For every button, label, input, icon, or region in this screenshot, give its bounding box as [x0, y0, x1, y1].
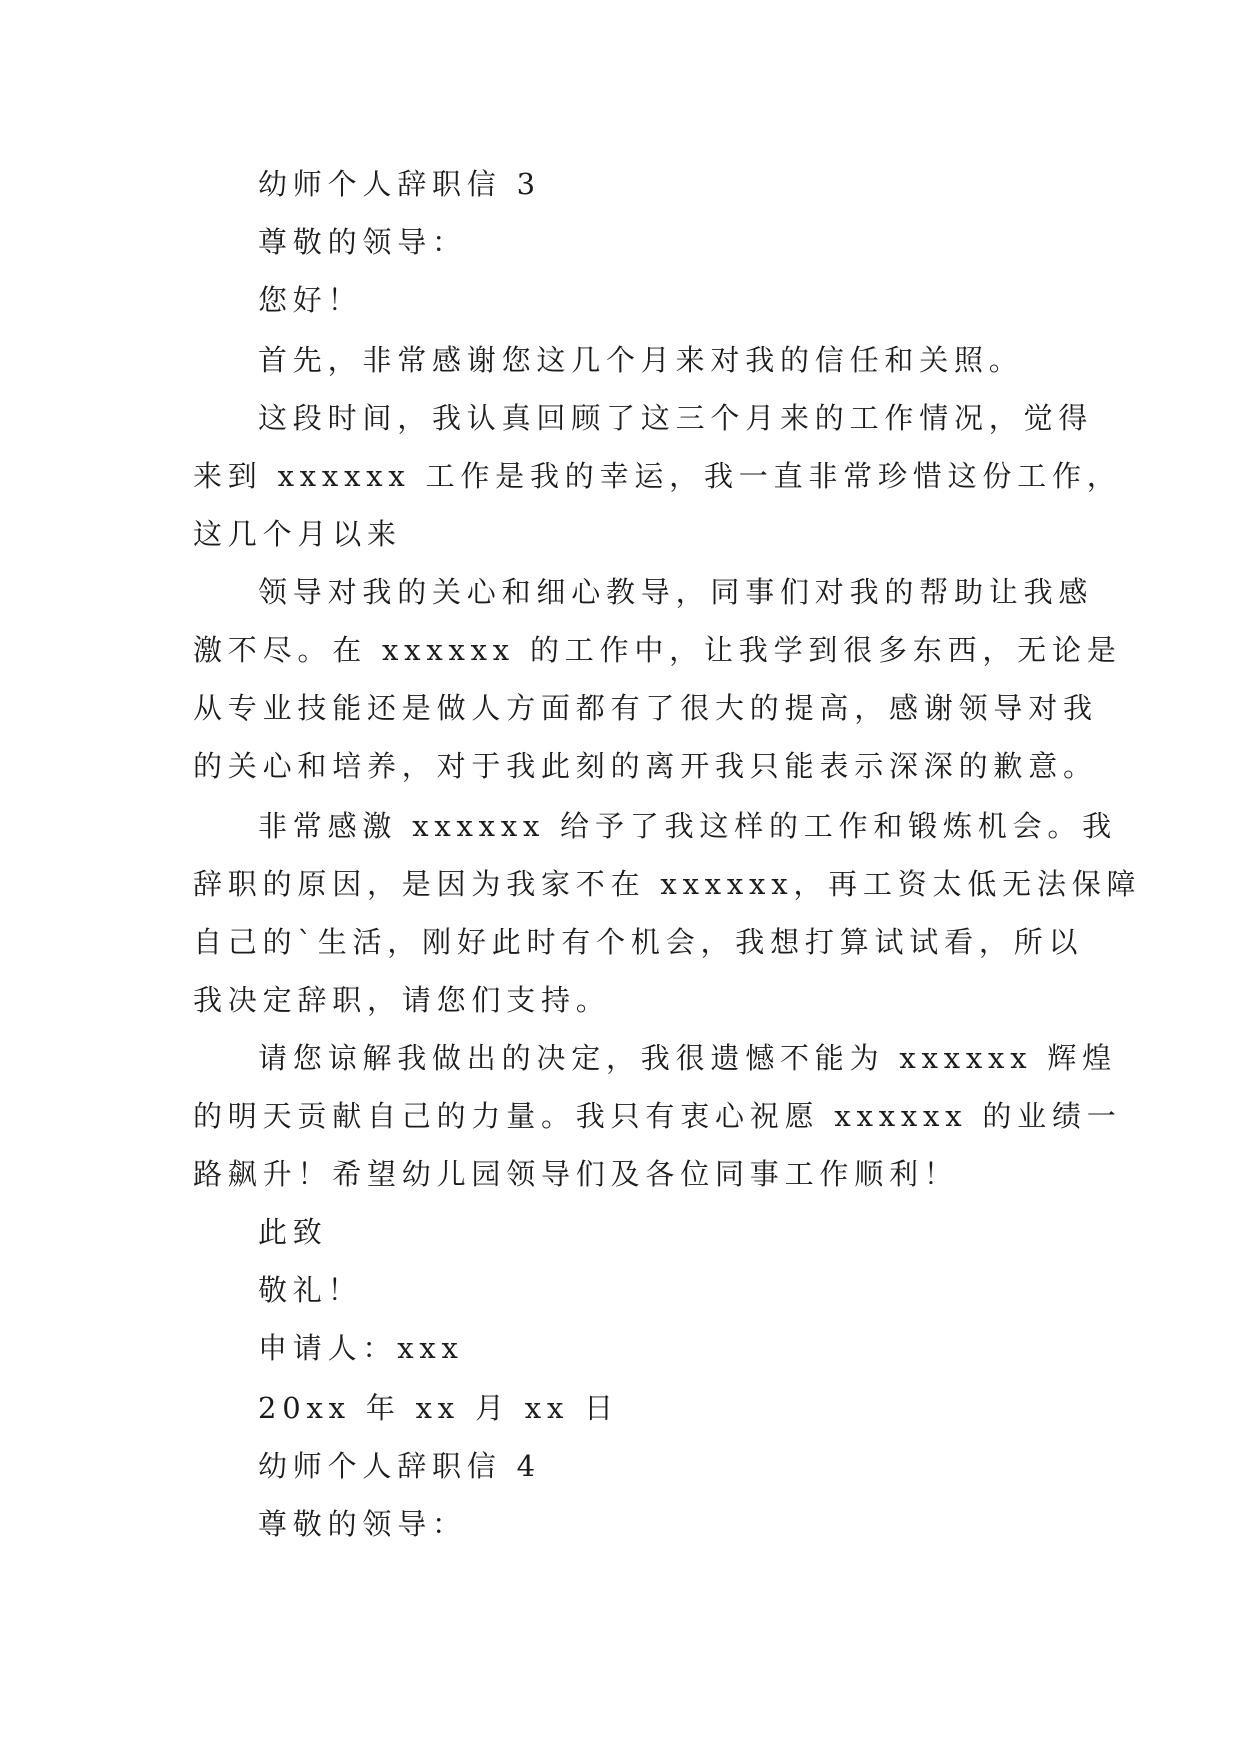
- closing-phrase: 此致: [258, 1215, 328, 1249]
- paragraph-line: 从专业技能还是做人方面都有了很大的提高，感谢领导对我: [193, 691, 1098, 725]
- closing-salute: 敬礼！: [258, 1273, 363, 1307]
- letter-date: 20xx 年 xx 月 xx 日: [258, 1391, 619, 1425]
- paragraph-line: 我决定辞职，请您们支持。: [193, 983, 611, 1017]
- salutation: 尊敬的领导：: [258, 1507, 467, 1541]
- paragraph-line: 请您谅解我做出的决定，我很遗憾不能为 xxxxxx 辉煌: [258, 1041, 1117, 1075]
- paragraph-line: 自己的`生活，刚好此时有个机会，我想打算试试看，所以: [193, 925, 1084, 959]
- paragraph-line: 非常感激 xxxxxx 给予了我这样的工作和锻炼机会。我: [258, 809, 1117, 843]
- paragraph-thanks: 首先，非常感谢您这几个月来对我的信任和关照。: [258, 343, 1024, 377]
- paragraph-line: 辞职的原因，是因为我家不在 xxxxxx，再工资太低无法保障: [193, 867, 1142, 901]
- paragraph-line: 路飙升！希望幼儿园领导们及各位同事工作顺利！: [193, 1157, 959, 1191]
- paragraph-line: 来到 xxxxxx 工作是我的幸运，我一直非常珍惜这份工作，: [193, 459, 1122, 493]
- salutation: 尊敬的领导：: [258, 225, 467, 259]
- paragraph-line: 这几个月以来: [193, 517, 402, 551]
- applicant-signature: 申请人：xxx: [258, 1331, 464, 1365]
- letter-title: 幼师个人辞职信 3: [258, 167, 541, 201]
- paragraph-line: 激不尽。在 xxxxxx 的工作中，让我学到很多东西，无论是: [193, 633, 1122, 667]
- greeting: 您好！: [258, 283, 363, 317]
- paragraph-line: 领导对我的关心和细心教导，同事们对我的帮助让我感: [258, 575, 1094, 609]
- paragraph-line: 的明天贡献自己的力量。我只有衷心祝愿 xxxxxx 的业绩一: [193, 1099, 1122, 1133]
- letter-title: 幼师个人辞职信 4: [258, 1449, 541, 1483]
- paragraph-line: 这段时间，我认真回顾了这三个月来的工作情况，觉得: [258, 401, 1094, 435]
- paragraph-line: 的关心和培养，对于我此刻的离开我只能表示深深的歉意。: [193, 749, 1098, 783]
